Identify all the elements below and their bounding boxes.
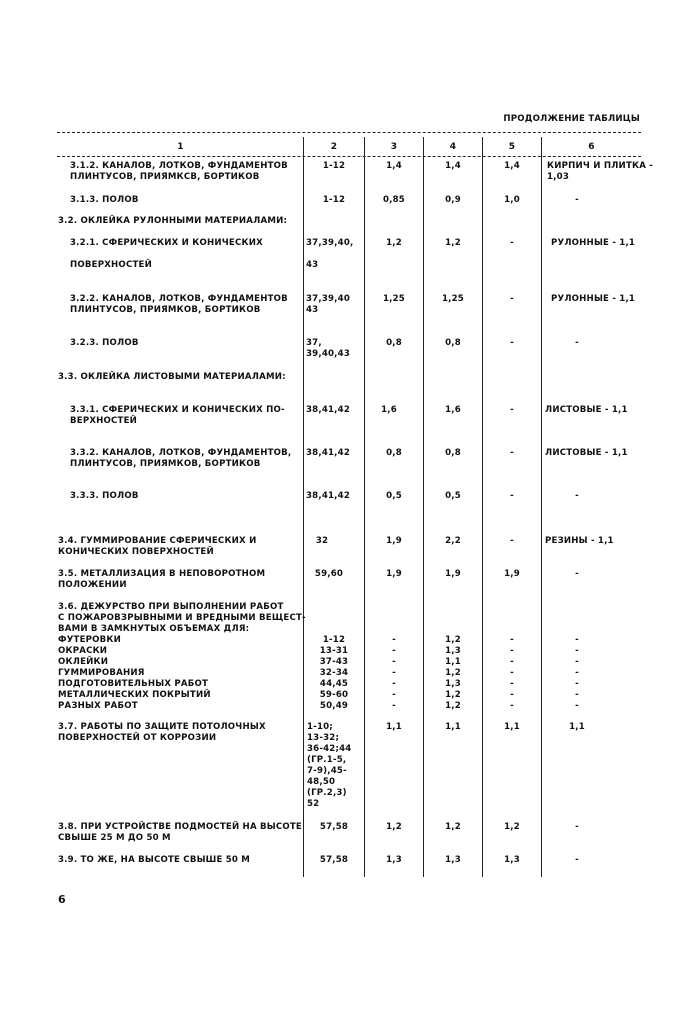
row-coef-4: 1,6 [445,405,461,415]
row-norms: 57,58 [319,855,349,865]
subrow-coef-3: - [392,679,396,689]
subrow-coef-5: - [510,646,514,656]
subrow-coef-4: 1,2 [445,635,461,645]
row-note: - [575,569,579,579]
subrow-norms: 37-43 [319,657,349,667]
row-norms: 37, 39,40,43 [306,338,351,359]
subrow-label: МЕТАЛЛИЧЕСКИХ ПОКРЫТИЙ [58,690,211,700]
column-header-3: 3 [390,142,398,152]
row-note: РЕЗИНЫ - 1,1 [545,536,614,546]
row-coef-5: - [510,491,514,501]
row-norms: 59,60 [314,569,344,579]
row-coef-5: 1,0 [504,195,520,205]
subrow-coef-3: - [392,657,396,667]
subrow-note: - [575,635,579,645]
row-coef-5: 1,1 [504,722,520,732]
subrow-coef-4: 1,3 [445,646,461,656]
row-norms: 1-10; 13-32; 36-42;44 (ГР.1-5, 7-9),45- 48,50 (ГР.2,3) 52 [307,722,352,809]
row-coef-3: 1,9 [386,569,402,579]
subrow-note: - [575,657,579,667]
row-note: РУЛОННЫЕ - 1,1 [551,238,636,248]
row-coef-5: 1,4 [504,161,520,171]
row-coef-4: 1,2 [445,822,461,832]
subrow-label: РАЗНЫХ РАБОТ [58,701,138,711]
row-norms: 1-12 [322,195,346,205]
column-header-2: 2 [330,142,338,152]
subrow-coef-5: - [510,657,514,667]
subrow-label: ФУТЕРОВКИ [58,635,122,645]
row-note: - [575,822,579,832]
row-coef-3: 1,2 [386,238,402,248]
row-note: - [575,338,579,348]
row-coef-4: 2,2 [445,536,461,546]
subrow-coef-4: 1,2 [445,690,461,700]
row-description: 3.2.3. ПОЛОВ [70,338,139,348]
column-header-5: 5 [508,142,516,152]
subrow-coef-3: - [392,635,396,645]
row-note: - [575,855,579,865]
row-norms: 1-12 [322,161,346,171]
row-norms: 38,41,42 [306,491,351,501]
column-divider [541,137,542,877]
row-description: 3.3.3. ПОЛОВ [70,491,139,501]
subrow-label: ПОДГОТОВИТЕЛЬНЫХ РАБОТ [58,679,209,689]
row-coef-4: 1,2 [445,238,461,248]
subrow-label: ОКРАСКИ [58,646,108,656]
section-heading: 3.2. ОКЛЕЙКА РУЛОННЫМИ МАТЕРИАЛАМИ: [58,216,288,226]
table-top-rule [57,132,641,133]
row-description: 3.3.2. КАНАЛОВ, ЛОТКОВ, ФУНДАМЕНТОВ, ПЛИНТУСОВ, ПРИЯМКОВ, БОРТИКОВ [70,448,292,469]
subrow-note: - [575,701,579,711]
row-coef-5: 1,3 [504,855,520,865]
subrow-note: - [575,646,579,656]
row-description: 3.3.1. СФЕРИЧЕСКИХ И КОНИЧЕСКИХ ПО- ВЕРХНОСТЕЙ [70,405,285,426]
row-note: ЛИСТОВЫЕ - 1,1 [545,405,628,415]
column-header-6: 6 [588,142,595,152]
row-note: 1,1 [569,722,585,732]
row-description: 3.7. РАБОТЫ ПО ЗАЩИТЕ ПОТОЛОЧНЫХ ПОВЕРХНОСТЕЙ ОТ КОРРОЗИИ [58,722,266,743]
row-description: 3.6. ДЕЖУРСТВО ПРИ ВЫПОЛНЕНИИ РАБОТ С ПОЖАРОВЗРЫВНЫМИ И ВРЕДНЫМИ ВЕЩЕСТ- ВАМИ В ЗАМКНУТЫХ ОБЪЕМАХ ДЛЯ: [58,602,306,634]
row-coef-4: 1,4 [445,161,461,171]
row-coef-5: - [510,405,514,415]
subrow-coef-5: - [510,679,514,689]
subrow-coef-3: - [392,646,396,656]
subrow-coef-5: - [510,690,514,700]
subrow-norms: 1-12 [322,635,346,645]
subrow-coef-3: - [392,668,396,678]
subrow-norms: 13-31 [319,646,349,656]
row-description: 3.8. ПРИ УСТРОЙСТВЕ ПОДМОСТЕЙ НА ВЫСОТЕ СВЫШЕ 25 М ДО 50 М [58,822,302,843]
row-norms: 37,39,40, 43 [306,238,354,270]
row-coef-3: 1,25 [382,294,405,304]
subrow-norms: 50,49 [319,701,349,711]
section-heading: 3.3. ОКЛЕЙКА ЛИСТОВЫМИ МАТЕРИАЛАМИ: [58,372,286,382]
row-norms: 38,41,42 [306,405,351,415]
row-coef-5: - [510,294,514,304]
row-description: 3.2.2. КАНАЛОВ, ЛОТКОВ, ФУНДАМЕНТОВ ПЛИНТУСОВ, ПРИЯМКОВ, БОРТИКОВ [70,294,288,315]
row-description: 3.1.2. КАНАЛОВ, ЛОТКОВ, ФУНДАМЕНТОВ ПЛИНТУСОВ, ПРИЯМКСВ, БОРТИКОВ [70,161,288,182]
column-divider [303,137,304,877]
row-coef-4: 0,5 [445,491,461,501]
subrow-norms: 32-34 [319,668,349,678]
subrow-norms: 44,45 [319,679,349,689]
subrow-coef-5: - [510,635,514,645]
subrow-coef-5: - [510,668,514,678]
row-note: ЛИСТОВЫЕ - 1,1 [545,448,628,458]
subrow-norms: 59-60 [319,690,349,700]
subrow-coef-3: - [392,690,396,700]
subrow-coef-4: 1,2 [445,668,461,678]
row-note: - [575,491,579,501]
row-description: 3.1.3. ПОЛОВ [70,195,139,205]
row-coef-3: 1,3 [386,855,402,865]
column-header-4: 4 [449,142,457,152]
row-coef-5: - [510,338,514,348]
row-coef-3: 1,9 [386,536,402,546]
row-coef-4: 0,8 [445,338,461,348]
row-description: 3.9. ТО ЖЕ, НА ВЫСОТЕ СВЫШЕ 50 М [58,855,251,865]
subrow-coef-4: 1,3 [445,679,461,689]
row-coef-5: - [510,536,514,546]
row-coef-5: - [510,448,514,458]
row-note: РУЛОННЫЕ - 1,1 [551,294,636,304]
row-coef-4: 1,3 [445,855,461,865]
table-header-rule [57,156,641,157]
row-coef-5: 1,9 [504,569,520,579]
row-norms: 37,39,40 43 [306,294,351,315]
row-coef-4: 0,9 [445,195,461,205]
row-coef-4: 0,8 [445,448,461,458]
row-coef-4: 1,25 [441,294,464,304]
row-norms: 57,58 [319,822,349,832]
page-number: 6 [58,893,66,906]
subrow-note: - [575,668,579,678]
subrow-label: ГУММИРОВАНИЯ [58,668,145,678]
row-coef-3: 1,1 [386,722,402,732]
row-coef-3: 0,5 [386,491,402,501]
row-coef-4: 1,1 [445,722,461,732]
row-description: 3.5. МЕТАЛЛИЗАЦИЯ В НЕПОВОРОТНОМ ПОЛОЖЕНИИ [58,569,266,590]
row-coef-3: 0,8 [386,338,402,348]
row-coef-5: - [510,238,514,248]
subrow-coef-4: 1,2 [445,701,461,711]
row-coef-5: 1,2 [504,822,520,832]
row-coef-4: 1,9 [445,569,461,579]
subrow-coef-3: - [392,701,396,711]
row-description: 3.4. ГУММИРОВАНИЕ СФЕРИЧЕСКИХ И КОНИЧЕСКИХ ПОВЕРХНОСТЕЙ [58,536,257,557]
row-norms: 38,41,42 [306,448,351,458]
subrow-note: - [575,690,579,700]
row-coef-3: 0,8 [386,448,402,458]
row-coef-3: 0,85 [382,195,405,205]
subrow-coef-5: - [510,701,514,711]
row-description: 3.2.1. СФЕРИЧЕСКИХ И КОНИЧЕСКИХ ПОВЕРХНОСТЕЙ [70,238,263,270]
row-coef-3: 1,6 [381,405,397,415]
row-note: - [575,195,579,205]
subrow-note: - [575,679,579,689]
subrow-coef-4: 1,1 [445,657,461,667]
row-norms: 32 [315,536,329,546]
subrow-label: ОКЛЕЙКИ [58,657,109,667]
row-coef-3: 1,2 [386,822,402,832]
row-note: КИРПИЧ И ПЛИТКА - 1,03 [547,161,654,182]
continuation-caption: ПРОДОЛЖЕНИЕ ТАБЛИЦЫ [503,114,640,124]
column-header-1: 1 [177,142,184,152]
row-coef-3: 1,4 [386,161,402,171]
